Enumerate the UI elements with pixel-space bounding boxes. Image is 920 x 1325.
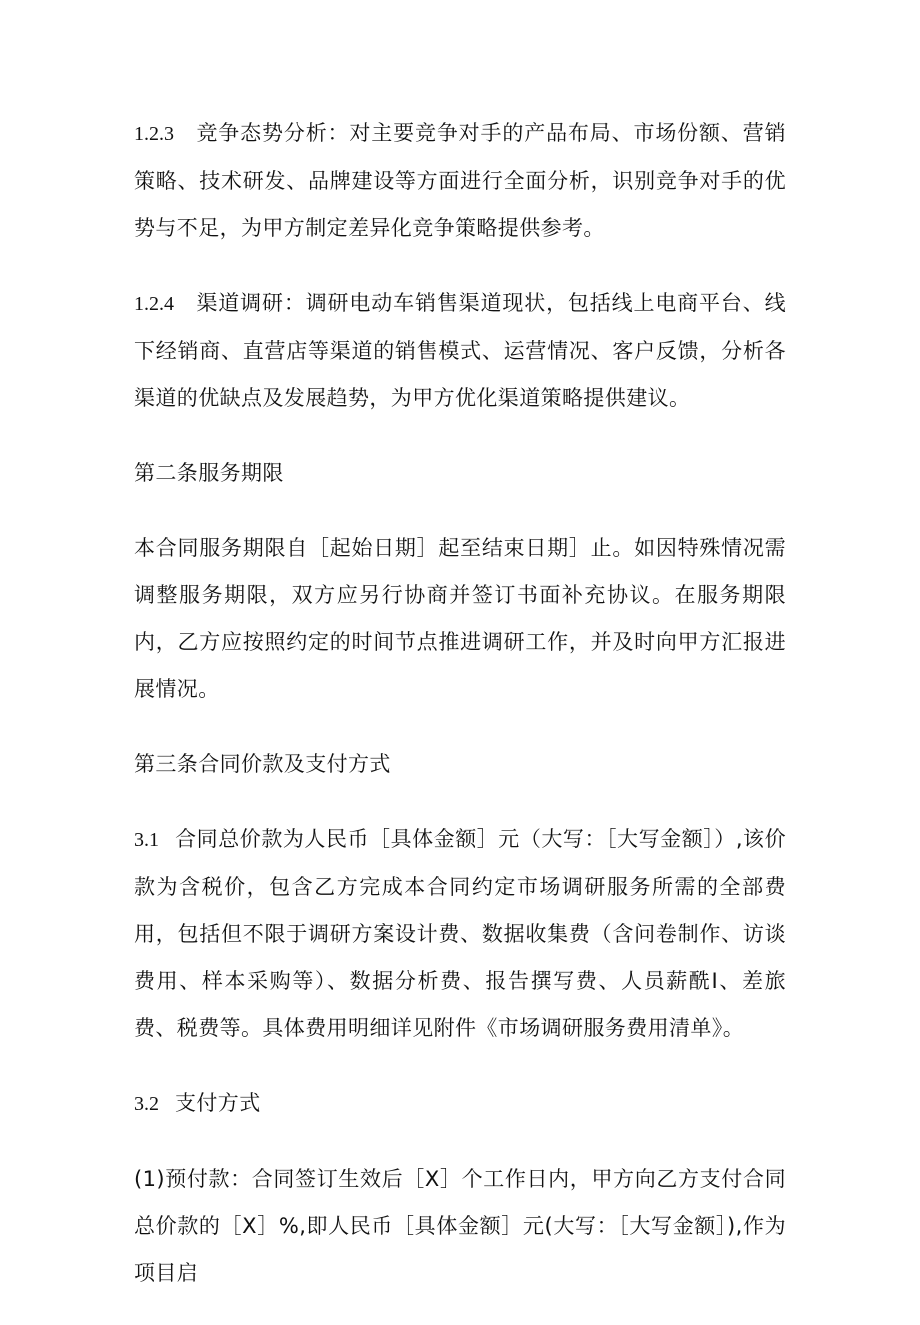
clause-text: 渠道调研：调研电动车销售渠道现状，包括线上电商平台、线下经销商、直营店等渠道的销售模式、运营情况、客户反馈，分析各渠道的优缺点及发展趋势，为甲方优化渠道策略提供建议。 — [134, 291, 786, 410]
article-3-heading: 第三条合同价款及支付方式 — [134, 752, 391, 776]
clause-number: 1.2.3 — [134, 123, 174, 145]
payment-item-1: (1)预付款：合同签订生效后［X］个工作日内，甲方向乙方支付合同总价款的［X］%,即人民币［具体金额］元(大写：［大写金额］),作为项目启 — [134, 1167, 786, 1285]
clause-3-1 — [134, 816, 786, 1052]
clause-text: 合同总价款为人民币［具体金额］元（大写：［大写金额］）,该价款为含税价，包含乙方完成本合同约定市场调研服务所需的全部费用，包括但不限于调研方案设计费、数据收集费（含问卷制作、访谈费用、样本采购等）、数据分析费、报告撰写费、人员薪酰I、差旅费、税费等。具体费用明细详见附件《市场调研服务费用清单》。 — [134, 827, 786, 1040]
clause-text: 支付方式 — [175, 1091, 261, 1115]
clause-1-2-4 — [134, 280, 786, 422]
clause-text: 竞争态势分析：对主要竞争对手的产品布局、市场份额、营销策略、技术研发、品牌建设等方面进行全面分析，识别竞争对手的优势与不足，为甲方制定差异化竞争策略提供参考。 — [134, 121, 786, 240]
clause-number: 3.1 — [134, 829, 159, 851]
document-body — [134, 110, 786, 1325]
clause-3-2 — [134, 1080, 786, 1128]
article-2-heading: 第二条服务期限 — [134, 461, 284, 485]
clause-number: 1.2.4 — [134, 293, 174, 315]
clause-1-2-3 — [134, 110, 786, 252]
clause-number: 3.2 — [134, 1093, 159, 1115]
article-2-text: 本合同服务期限自［起始日期］起至结束日期］止。如因特殊情况需调整服务期限，双方应另行协商并签订书面补充协议。在服务期限内，乙方应按照约定的时间节点推进调研工作，并及时向甲方汇报进展情况。 — [134, 536, 786, 701]
